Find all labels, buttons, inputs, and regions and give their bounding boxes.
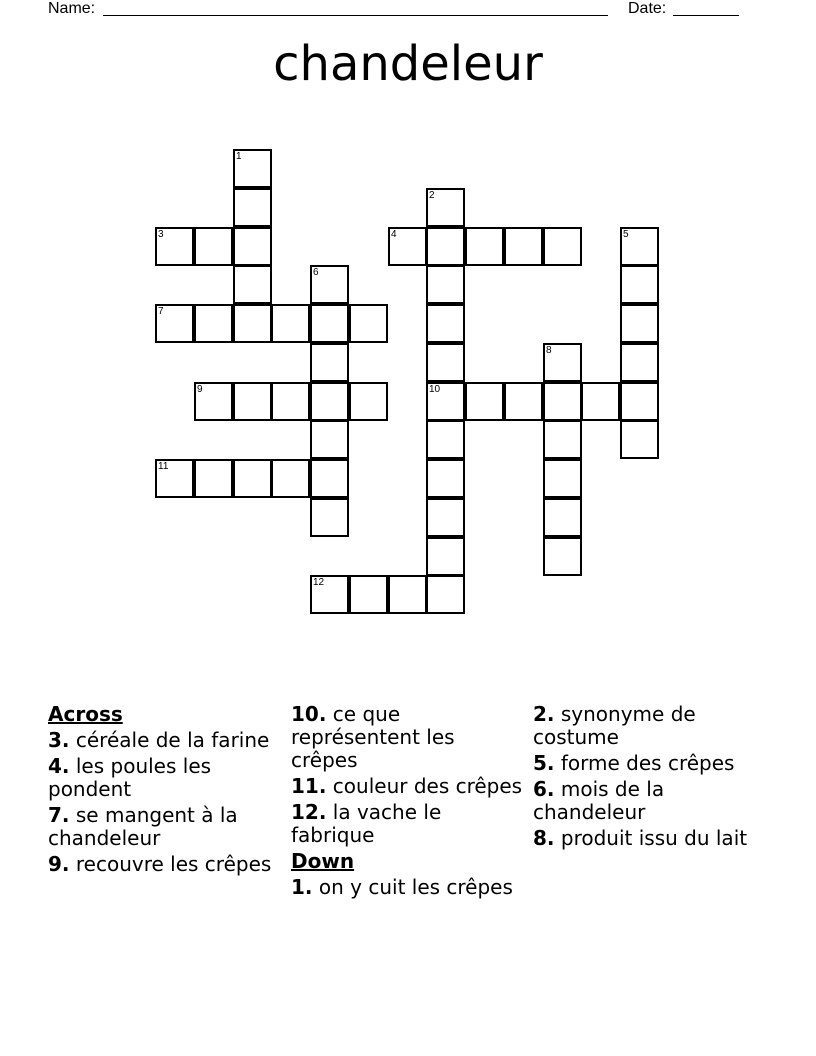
crossword-cell[interactable] [426, 265, 465, 304]
crossword-cell[interactable] [543, 227, 582, 266]
crossword-cell[interactable] [388, 575, 427, 614]
clue-number: 4 [391, 229, 397, 240]
date-label: Date: [628, 0, 667, 17]
clue-number: 3 [158, 229, 164, 240]
clue-number: 8 [546, 345, 552, 356]
crossword-cell[interactable] [620, 265, 659, 304]
clue-down-8: 8. produit issu du lait [533, 826, 748, 850]
clue-number: 9 [197, 384, 203, 395]
crossword-cell[interactable] [504, 227, 543, 266]
crossword-cell[interactable] [620, 304, 659, 343]
crossword-cell[interactable] [543, 382, 582, 421]
crossword-cell[interactable] [310, 343, 349, 382]
crossword-cell[interactable] [349, 382, 388, 421]
crossword-cell[interactable] [543, 343, 582, 382]
across-heading: Across [48, 702, 123, 726]
crossword-cell[interactable] [194, 227, 233, 266]
crossword-cell[interactable] [310, 265, 349, 304]
crossword-cell[interactable] [271, 304, 310, 343]
clue-across-3: 3. céréale de la farine [48, 728, 270, 752]
crossword-cell[interactable] [426, 343, 465, 382]
crossword-cell[interactable] [233, 149, 272, 188]
clue-column-2 [291, 703, 523, 902]
crossword-cell[interactable] [155, 304, 194, 343]
clue-number: 6 [313, 267, 319, 278]
clue-across-9: 9. recouvre les crêpes [48, 852, 272, 876]
crossword-cell[interactable] [271, 459, 310, 498]
crossword-cell[interactable] [426, 304, 465, 343]
crossword-cell[interactable] [310, 575, 349, 614]
clue-down-1: 1. on y cuit les crêpes [291, 875, 513, 899]
crossword-cell[interactable] [233, 227, 272, 266]
clue-number: 7 [158, 306, 164, 317]
crossword-cell[interactable] [543, 459, 582, 498]
crossword-cell[interactable] [310, 420, 349, 459]
clue-down-5: 5. forme des crêpes [533, 751, 735, 775]
crossword-cell[interactable] [194, 304, 233, 343]
clue-down-6: 6. mois de la chandeleur [533, 777, 665, 824]
crossword-cell[interactable] [155, 227, 194, 266]
clue-column-3 [533, 703, 765, 853]
crossword-cell[interactable] [310, 459, 349, 498]
crossword-cell[interactable] [233, 265, 272, 304]
crossword-cell[interactable] [349, 304, 388, 343]
crossword-cell[interactable] [233, 459, 272, 498]
crossword-cell[interactable] [465, 382, 504, 421]
crossword-cell[interactable] [543, 498, 582, 537]
crossword-cell[interactable] [426, 382, 465, 421]
down-heading: Down [291, 849, 355, 873]
clue-across-12: 12. la vache le fabrique [291, 800, 442, 847]
crossword-cell[interactable] [426, 537, 465, 576]
clue-across-4: 4. les poules les pondent [48, 754, 212, 801]
crossword-cell[interactable] [426, 498, 465, 537]
crossword-cell[interactable] [155, 459, 194, 498]
crossword-cell[interactable] [543, 420, 582, 459]
crossword-cell[interactable] [233, 188, 272, 227]
crossword-cell[interactable] [426, 575, 465, 614]
crossword-cell[interactable] [388, 227, 427, 266]
crossword-cell[interactable] [233, 382, 272, 421]
crossword-cell[interactable] [310, 498, 349, 537]
crossword-cell[interactable] [194, 382, 233, 421]
crossword-cell[interactable] [426, 227, 465, 266]
clue-down-2: 2. synonyme de costume [533, 702, 696, 749]
clue-number: 10 [429, 384, 441, 395]
name-label: Name: [48, 0, 96, 17]
crossword-cell[interactable] [310, 382, 349, 421]
crossword-cell[interactable] [581, 382, 620, 421]
crossword-cell[interactable] [620, 382, 659, 421]
crossword-cell[interactable] [426, 420, 465, 459]
clue-number: 11 [158, 461, 169, 472]
crossword-cell[interactable] [194, 459, 233, 498]
clue-across-11: 11. couleur des crêpes [291, 774, 523, 798]
crossword-cell[interactable] [310, 304, 349, 343]
crossword-cell[interactable] [620, 420, 659, 459]
crossword-cell[interactable] [465, 227, 504, 266]
crossword-cell[interactable] [233, 304, 272, 343]
clue-number: 12 [313, 577, 325, 588]
crossword-cell[interactable] [426, 188, 465, 227]
clue-column-1 [48, 703, 280, 879]
clue-number: 2 [429, 190, 435, 201]
crossword-cell[interactable] [620, 343, 659, 382]
crossword-cell[interactable] [426, 459, 465, 498]
clue-across-7: 7. se mangent à la chandeleur [48, 803, 238, 850]
crossword-cell[interactable] [271, 382, 310, 421]
crossword-cell[interactable] [543, 537, 582, 576]
clue-number: 5 [623, 229, 629, 240]
page-title: chandeleur [273, 36, 543, 92]
clue-across-10: 10. ce que représentent les crêpes [291, 702, 455, 772]
clue-number: 1 [236, 151, 242, 162]
crossword-cell[interactable] [349, 575, 388, 614]
crossword-cell[interactable] [504, 382, 543, 421]
crossword-cell[interactable] [620, 227, 659, 266]
